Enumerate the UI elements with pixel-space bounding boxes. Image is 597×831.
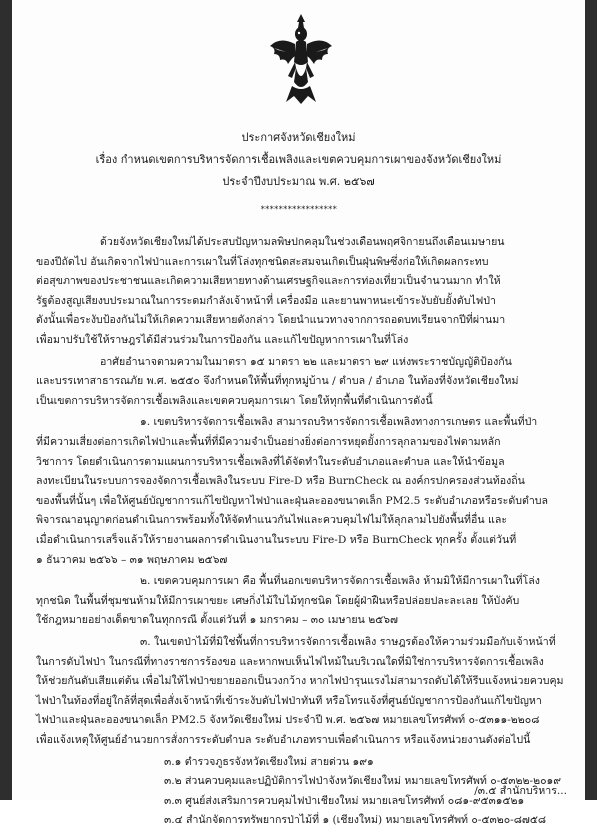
header-separator: *****************: [260, 205, 338, 214]
intro-line: ของปีถัดไป อันเกิดจากไฟป่าและการเผาในที่โล่งทุกชนิดสะสมจนเกิดเป็นฝุ่นพิษซึ่งก่อให้เกิดผลกระทบ: [36, 255, 489, 268]
item-1-fuel-management: [36, 413, 569, 570]
item-1-line: ที่มีความเสี่ยงต่อการเกิดไฟป่าและพื้นที่ที่มีความจำเป็นอย่างยิ่งต่อการหยุดยั้งการลุกลามของไฟตามหลัก: [36, 435, 501, 448]
item-3-line: ๓. ในเขตป่าไม้ที่มิใช่พื้นที่การบริหารจัดการเชื้อเพลิง ราษฎรต้องให้ความร่วมมือกับเจ้าหน้าที่: [140, 636, 556, 648]
item-1-line: ๑ ธันวาคม ๒๕๖๖ – ๓๑ พฤษภาคม ๒๕๖๗: [36, 553, 228, 566]
item-3-forest-fire: [36, 633, 569, 751]
item-1-line: ลงทะเบียนในระบบการจองจัดการเชื้อเพลิงในระบบ Fire-D หรือ BurnCheck ณ องค์กรปกครองส่วนท้องถิ่น: [36, 475, 525, 488]
authority-paragraph: [36, 353, 569, 412]
garuda-emblem-icon: [266, 12, 336, 107]
contact-item: ๓.๔ สำนักจัดการทรัพยากรป่าไม้ที่ ๑ (เชียงใหม่) หมายเลขโทรศัพท์ ๐-๕๓๒๐-๘๗๕๘: [164, 814, 547, 827]
item-3-line: ให้ช่วยกันดับเสียแต่ต้น เพื่อไม่ให้ไฟป่าขยายออกเป็นวงกว้าง หากไฟป่ารุนแรงไม่สามารถดับได้ให้รีบแจ้งหน่วยควบคุม: [36, 675, 564, 688]
item-1-line: เมื่อดำเนินการเสร็จแล้วให้รายงานผลการดำเนินงานในระบบ Fire-D หรือ BurnCheck ทุกครั้ง ตั้งแต่วันที่: [36, 533, 517, 546]
continuation-marker: /๓.๕ สำนักบริหาร...: [474, 785, 567, 797]
authority-line: เป็นเขตการบริหารจัดการเชื้อเพลิงและเขตควบคุมการเผา โดยให้ทุกพื้นที่ดำเนินการดังนี้: [36, 394, 433, 407]
authority-line: อาศัยอำนาจตามความในมาตรา ๑๕ มาตรา ๒๒ และมาตรา ๒๙ แห่งพระราชบัญญัติป้องกัน: [100, 355, 512, 368]
contact-item: ๓.๒ ส่วนควบคุมและปฏิบัติการไฟป่าจังหวัดเชียงใหม่ หมายเลขโทรศัพท์ ๐-๕๓๒๒-๒๐๑๙: [164, 775, 562, 788]
scan-border-right: [585, 0, 597, 800]
authority-line: และบรรเทาสาธารณภัย พ.ศ. ๒๕๕๐ จึงกำหนดให้พื้นที่ทุกหมู่บ้าน / ตำบล / อำเภอ ในท้องที่จังหวัดเชียงใหม่: [36, 375, 519, 388]
item-1-line: วิชาการ โดยดำเนินการตามแผนการบริหารเชื้อเพลิงที่ได้จัดทำในระดับอำเภอและตำบล และให้นำข้อมูล: [36, 455, 505, 468]
intro-line: ต่อสุขภาพของประชาชนและเกิดความเสียหายทางด้านเศรษฐกิจและการท่องเที่ยวเป็นจำนวนมาก ทำให้: [36, 275, 501, 288]
item-2-burn-control: [36, 572, 569, 631]
announcement-fiscal-year: ประจำปีงบประมาณ พ.ศ. ๒๕๖๗: [222, 175, 375, 188]
item-1-line: พิจารณาอนุญาตก่อนดำเนินการพร้อมทั้งให้จัดทำแนวกันไฟและควบคุมไฟไม่ให้ลุกลามไปยังพื้นที่อื่น และ: [36, 514, 508, 527]
item-1-line: ของพื้นที่นั้นๆ เพื่อให้ศูนย์บัญชาการแก้ไขปัญหาไฟป่าและฝุ่นละอองขนาดเล็ก PM2.5 ระดับอำเภอหรือระดับตำบล: [36, 494, 549, 507]
item-2-line: ๒. เขตควบคุมการเผา คือ พื้นที่นอกเขตบริหารจัดการเชื้อเพลิง ห้ามมิให้มีการเผาในที่โล่ง: [140, 575, 540, 588]
item-3-line: ไฟป่าในท้องที่อยู่ใกล้ที่สุดเพื่อสั่งเจ้าหน้าที่เข้าระงับดับไฟป่าทันที หรือโทรแจ้งที่ศูนย์บัญชาการป้องกันแก้ไขปัญหา: [36, 694, 542, 707]
announcement-title: ประกาศจังหวัดเชียงใหม่: [241, 131, 356, 144]
intro-line: เพื่อมาปรับใช้ให้ราษฎรได้มีส่วนร่วมในการป้องกัน และแก้ไขปัญหาการเผาในที่โล่ง: [36, 333, 409, 346]
contact-item: ๓.๑ ตำรวจภูธรจังหวัดเชียงใหม่ สายด่วน ๑๙๑: [164, 755, 374, 768]
item-3-line: ในการดับไฟป่า ในกรณีที่ทางราชการร้องขอ และหากพบเห็นไฟไหม้ในบริเวณใดที่มิใช่การบริหารจัดการเชื้อเพลิง: [36, 655, 544, 668]
scan-border-left: [0, 0, 12, 800]
item-2-line: ใช้กฎหมายอย่างเด็ดขาดในทุกกรณี ตั้งแต่วันที่ ๑ มกราคม – ๓๐ เมษายน ๒๕๖๗: [36, 614, 398, 627]
contact-item: ๓.๓ ศูนย์ส่งเสริมการควบคุมไฟป่าเชียงใหม่ หมายเลขโทรศัพท์ ๐๘๑-๙๕๓๑๕๒๑: [164, 794, 525, 807]
item-3-line: เพื่อแจ้งเหตุให้ศูนย์อำนวยการสั่งการระดับตำบล ระดับอำเภอทราบเพื่อดำเนินการ หรือแจ้งหน่วยงานดังต่อไปนี้: [36, 733, 531, 746]
intro-line: ดังนั้นเพื่อระงับป้องกันไม่ให้เกิดความเสียหายดังกล่าว โดยนำแนวทางจากการถอดบทเรียนจากปีที่ผ่านมา: [36, 314, 506, 327]
document-page: [12, 0, 585, 827]
item-2-line: ทุกชนิด ในพื้นที่ชุมชนห้ามให้มีการเผาขยะ เศษกิ่งไม้ใบไม้ทุกชนิด โดยผู้ฝ่าฝืนหรือปล่อยปละละเลย ให้บังคับ: [36, 594, 520, 607]
intro-paragraph: [36, 233, 569, 351]
item-1-line: ๑. เขตบริหารจัดการเชื้อเพลิง สามารถบริหารจัดการเชื้อเพลิงทางการเกษตร และพื้นที่ป่า: [140, 416, 538, 429]
item-3-line: ไฟป่าและฝุ่นละอองขนาดเล็ก PM2.5 จังหวัดเชียงใหม่ ประจำปี พ.ศ. ๒๕๖๗ หมายเลขโทรศัพท์ ๐-๕๓๑๑-๒๒๐๘: [36, 714, 540, 727]
intro-line: รัฐต้องสูญเสียงบประมาณในการระดมกำลังเจ้าหน้าที่ เครื่องมือ และยานพาหนะเข้าระงับยับยั้งดับไฟป่า: [36, 294, 496, 307]
intro-line: ด้วยจังหวัดเชียงใหม่ได้ประสบปัญหามลพิษปกคลุมในช่วงเดือนพฤศจิกายนถึงเดือนเมษายน: [100, 236, 505, 248]
announcement-subject: เรื่อง กำหนดเขตการบริหารจัดการเชื้อเพลิงและเขตควบคุมการเผาของจังหวัดเชียงใหม่: [95, 153, 502, 166]
